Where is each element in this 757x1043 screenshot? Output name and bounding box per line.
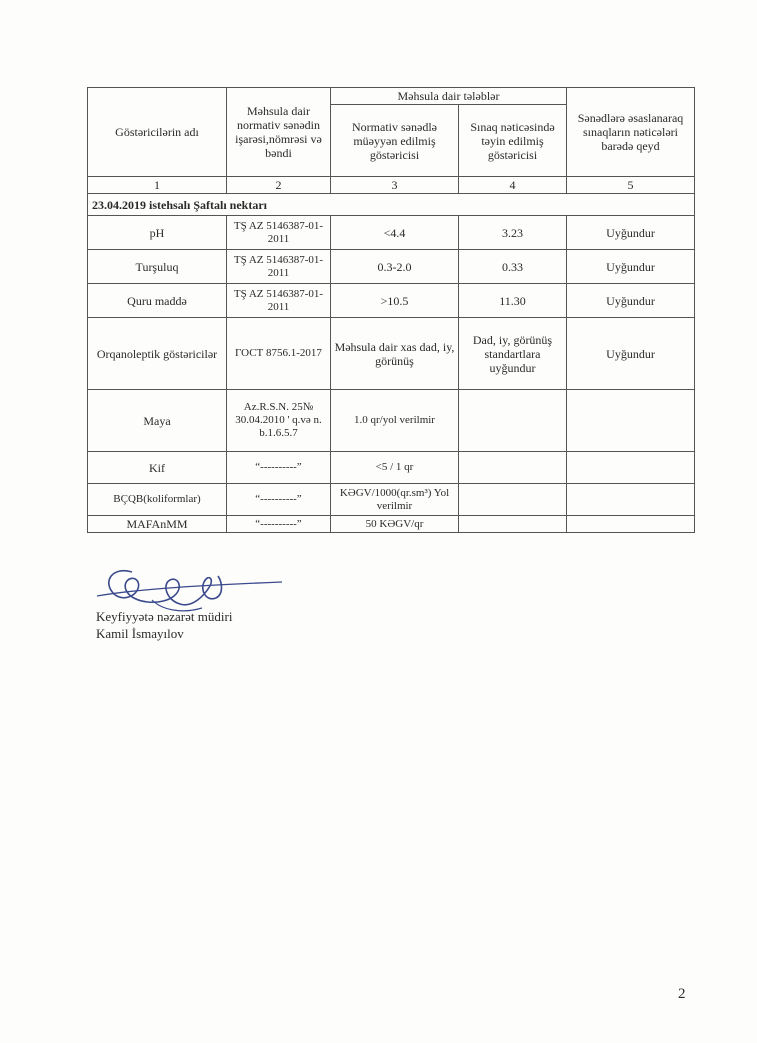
result-note <box>567 516 695 533</box>
indicator-name: Turşuluq <box>88 250 227 284</box>
normative-value: <5 / 1 qr <box>331 452 459 484</box>
result-note: Uyğundur <box>567 216 695 250</box>
normative-value: <4.4 <box>331 216 459 250</box>
test-result <box>459 484 567 516</box>
normative-doc: Az.R.S.N. 25№ 30.04.2010 ' q.və n. b.1.6.5.7 <box>227 390 331 452</box>
page-number: 2 <box>678 986 686 1002</box>
header-normative-doc: Məhsula dair normativ sənədin işarəsi,nömrəsi və bəndi <box>227 88 331 177</box>
normative-doc: TŞ AZ 5146387-01-2011 <box>227 250 331 284</box>
normative-value: KƏGV/1000(qr.sm³) Yol verilmir <box>331 484 459 516</box>
section-title: 23.04.2019 istehsalı Şaftalı nektarı <box>88 194 695 216</box>
column-number: 3 <box>331 177 459 194</box>
indicator-name: MAFAnMM <box>88 516 227 533</box>
indicator-name: Quru maddə <box>88 284 227 318</box>
result-note <box>567 390 695 452</box>
test-result: 3.23 <box>459 216 567 250</box>
header-requirements-group: Məhsula dair tələblər <box>331 88 567 105</box>
indicator-name: Orqanoleptik göstəricilər <box>88 318 227 390</box>
table-row <box>88 390 695 452</box>
table-row <box>88 484 695 516</box>
column-number: 2 <box>227 177 331 194</box>
table-row <box>88 284 695 318</box>
header-indicator-name: Göstəricilərin adı <box>88 88 227 177</box>
header-normative-value: Normativ sənədlə müəyyən edilmiş göstəricisi <box>331 105 459 177</box>
column-number: 1 <box>88 177 227 194</box>
column-number-row <box>88 177 695 194</box>
normative-value: Məhsula dair xas dad, iy, görünüş <box>331 318 459 390</box>
test-results-table <box>87 87 695 533</box>
signatory-title: Keyfiyyətə nəzarət müdiri <box>96 609 233 624</box>
header-test-result: Sınaq nəticəsində təyin edilmiş göstəricisi <box>459 105 567 177</box>
result-note <box>567 484 695 516</box>
indicator-name: BÇQB(koliformlar) <box>88 484 227 516</box>
result-note: Uyğundur <box>567 250 695 284</box>
column-number: 4 <box>459 177 567 194</box>
table-row <box>88 516 695 533</box>
test-result: Dad, iy, görünüş standartlara uyğundur <box>459 318 567 390</box>
table-row <box>88 452 695 484</box>
indicator-name: Kif <box>88 452 227 484</box>
indicator-name: Maya <box>88 390 227 452</box>
header-note: Sənədlərə əsaslanaraq sınaqların nəticələri barədə qeyd <box>567 88 695 177</box>
test-result <box>459 390 567 452</box>
test-result: 11.30 <box>459 284 567 318</box>
table-row <box>88 250 695 284</box>
normative-value: 1.0 qr/yol verilmir <box>331 390 459 452</box>
normative-doc: “----------” <box>227 484 331 516</box>
result-note: Uyğundur <box>567 318 695 390</box>
normative-value: 0.3-2.0 <box>331 250 459 284</box>
table-row <box>88 318 695 390</box>
normative-doc: TŞ AZ 5146387-01-2011 <box>227 216 331 250</box>
normative-doc: “----------” <box>227 516 331 533</box>
column-number: 5 <box>567 177 695 194</box>
test-result: 0.33 <box>459 250 567 284</box>
test-result <box>459 516 567 533</box>
normative-value: 50 KƏGV/qr <box>331 516 459 533</box>
indicator-name: pH <box>88 216 227 250</box>
table-row <box>88 216 695 250</box>
normative-doc: ГОСТ 8756.1-2017 <box>227 318 331 390</box>
normative-value: >10.5 <box>331 284 459 318</box>
normative-doc: “----------” <box>227 452 331 484</box>
test-result <box>459 452 567 484</box>
signatory-name: Kamil İsmayılov <box>96 626 184 641</box>
result-note: Uyğundur <box>567 284 695 318</box>
result-note <box>567 452 695 484</box>
normative-doc: TŞ AZ 5146387-01-2011 <box>227 284 331 318</box>
